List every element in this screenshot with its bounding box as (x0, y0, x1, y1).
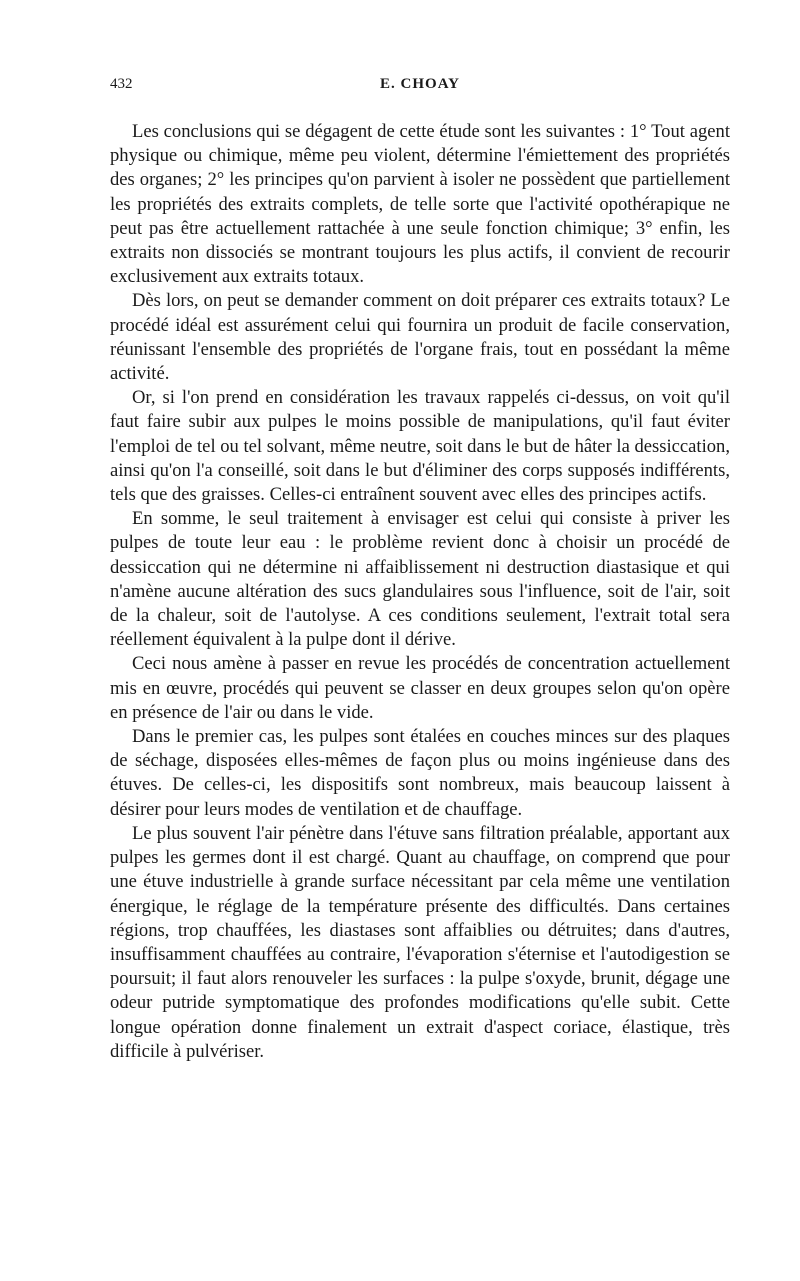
running-head (110, 76, 730, 106)
paragraph-etuve: Le plus souvent l'air pénètre dans l'étuve sans filtration préalable, apportant aux pulpes les germes dont il est chargé. Quant au chauffage, on comprend que pour une étuve industrielle à grande surface nécessitant par cela même une ventilation énergique, le réglage de la température présente des difficultés. Dans certaines régions, trop chauffées, les diastases sont affaiblies ou détruites; dans d'autres, insuffisamment chauffées au contraire, l'évaporation s'éternise et l'autodigestion se poursuit; il faut alors renouveler les surfaces : la pulpe s'oxyde, brunit, dégage une odeur putride symptomatique des profondes modifications qu'elle subit. Cette longue opération donne finalement un extrait d'aspect coriace, élastique, très difficile à pulvériser. (110, 822, 730, 1062)
paragraph-concentration: Ceci nous amène à passer en revue les procédés de concentration actuellement mis en œuvre, procédés qui peuvent se classer en deux groupes selon qu'on opère en présence de l'air ou dans le vide. (110, 653, 730, 723)
book-page (110, 76, 730, 1064)
paragraph-conclusions: Les conclusions qui se dégagent de cette étude sont les suivantes : 1° Tout agent physique ou chimique, même peu violent, détermine l'émiettement des propriétés des organes; 2° les principes qu'on parvient à isoler ne possèdent que partiellement les propriétés des extraits complets, de telle sorte que l'activité opothérapique ne peut pas être actuellement rattachée à une seule fonction chimique; 3° enfin, les extraits non dissociés se montrant toujours les plus actifs, il convient de recourir exclusivement aux extraits totaux. (110, 121, 730, 288)
page-number: 432 (110, 76, 133, 92)
body-text (110, 120, 730, 1064)
paragraph-preparation: Dès lors, on peut se demander comment on doit préparer ces extraits totaux? Le procédé idéal est assurément celui qui fournira un produit de facile conservation, réunissant l'ensemble des propriétés de l'organe frais, tout en possédant la même activité. (110, 290, 730, 385)
paragraph-manipulations: Or, si l'on prend en considération les travaux rappelés ci-dessus, on voit qu'il faut faire subir aux pulpes le moins possible de manipulations, qu'il faut éviter l'emploi de tel ou tel solvant, même neutre, soit dans le but de hâter la dessiccation, ainsi qu'on l'a conseillé, soit dans le but d'éliminer des corps supposés indifférents, tels que des graisses. Celles-ci entraînent souvent avec elles des principes actifs. (110, 387, 730, 506)
paragraph-dessiccation: En somme, le seul traitement à envisager est celui qui consiste à priver les pulpes de toute leur eau : le problème revient donc à choisir un procédé de dessiccation qui ne détermine ni affaiblissement ni destruction diastasique et qui n'amène aucune altération des sucs glandulaires sous l'influence, soit de l'air, soit de la chaleur, soit de l'autolyse. A ces conditions seulement, l'extrait total sera réellement équivalent à la pulpe dont il dérive. (110, 508, 730, 651)
paragraph-premier-cas: Dans le premier cas, les pulpes sont étalées en couches minces sur des plaques de séchage, disposées elles-mêmes de façon plus ou moins ingénieuse dans des étuves. De celles-ci, les dispositifs sont nombreux, mais beaucoup laissent à désirer pour leurs modes de ventilation et de chauffage. (110, 726, 730, 820)
running-title: E. CHOAY (380, 76, 460, 92)
